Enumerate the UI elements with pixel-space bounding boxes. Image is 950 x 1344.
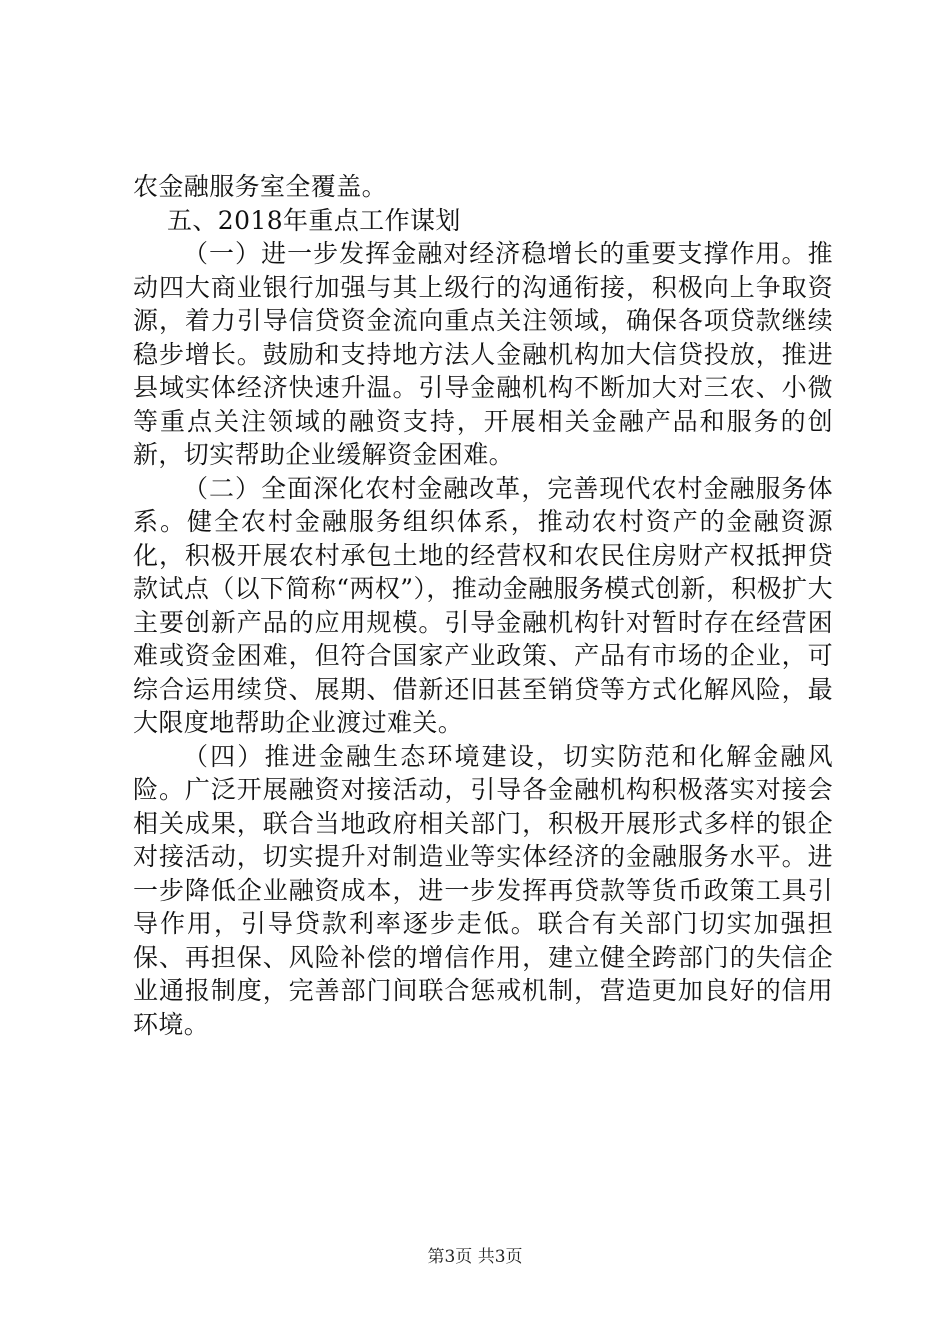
- paragraph-1: （一）进一步发挥金融对经济稳增长的重要支撑作用。推动四大商业银行加强与其上级行的沟通衔接，积极向上争取资源，着力引导信贷资金流向重点关注领域，确保各项贷款继续稳步增长。鼓励和支持地方法人金融机构加大信贷投放，推进县域实体经济快速升温。引导金融机构不断加大对三农、小微等重点关注领域的融资支持，开展相关金融产品和服务的创新，切实帮助企业缓解资金困难。: [133, 239, 833, 469]
- continuation-text: 农金融服务室全覆盖。: [133, 172, 388, 201]
- paragraph-3: （四）推进金融生态环境建设，切实防范和化解金融风险。广泛开展融资对接活动，引导各金融机构积极落实对接会相关成果，联合当地政府相关部门，积极开展形式多样的银企对接活动，切实提升对制造业等实体经济的金融服务水平。进一步降低企业融资成本，进一步发挥再贷款等货币政策工具引导作用，引导贷款利率逐步走低。联合有关部门切实加强担保、再担保、风险补偿的增信作用，建立健全跨部门的失信企业通报制度，完善部门间联合惩戒机制，营造更加良好的信用环境。: [133, 741, 833, 1039]
- document-body: [133, 170, 833, 1041]
- page-number-footer: 第3页 共3页: [427, 1247, 523, 1267]
- section-heading: 五、2018年重点工作谋划: [167, 205, 461, 235]
- paragraph-2: （二）全面深化农村金融改革，完善现代农村金融服务体系。健全农村金融服务组织体系，推动农村资产的金融资源化，积极开展农村承包土地的经营权和农民住房财产权抵押贷款试点（以下简称“两权”），推动金融服务模式创新，积极扩大主要创新产品的应用规模。引导金融机构针对暂时存在经营困难或资金困难，但符合国家产业政策、产品有市场的企业，可综合运用续贷、展期、借新还旧甚至销贷等方式化解风险，最大限度地帮助企业渡过难关。: [133, 473, 833, 737]
